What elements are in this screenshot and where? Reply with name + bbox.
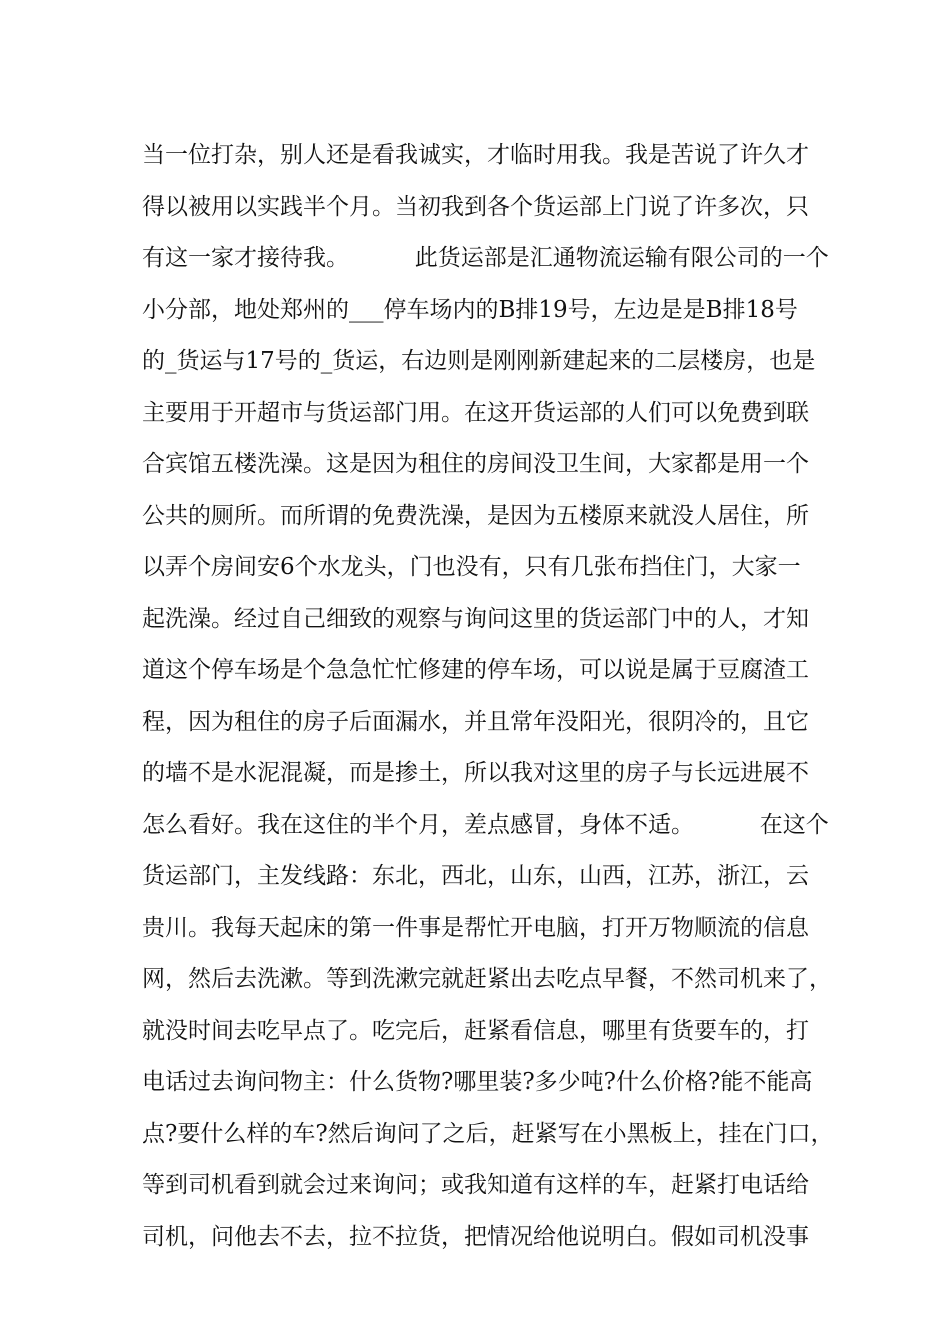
text-line: 的墙不是水泥混凝，而是掺土，所以我对这里的房子与长远进展不 [142,760,809,786]
text-line: 等到司机看到就会过来询问；或我知道有这样的车，赶紧打电话给 [142,1172,809,1198]
text-line: 程，因为租住的房子后面漏水，并且常年没阳光，很阴冷的，且它 [142,708,809,735]
text-line: 司机，问他去不去，拉不拉货，把情况给他说明白。假如司机没事 [142,1223,809,1250]
text-line: 主要用于开超市与货运部门用。在这开货运部的人们可以免费到联 [142,399,809,426]
text-line: 小分部，地处郑州的___停车场内的B排19号，左边是是B排18号 [142,296,798,323]
text-line: 网，然后去洗漱。等到洗漱完就赶紧出去吃点早餐，不然司机来了， [142,966,832,992]
text-line: 公共的厕所。而所谓的免费洗澡，是因为五楼原来就没人居住，所 [142,502,809,529]
text-line: 怎么看好。我在这住的半个月，差点感冒，身体不适。 在这个 [142,811,829,838]
text-line: 道这个停车场是个急急忙忙修建的停车场，可以说是属于豆腐渣工 [142,657,809,683]
text-line: 当一位打杂，别人还是看我诚实，才临时用我。我是苦说了许久才 [142,142,809,168]
text-line: 起洗澡。经过自己细致的观察与询问这里的货运部门中的人，才知 [142,605,809,632]
text-line: 以弄个房间安6个水龙头，门也没有，只有几张布挡住门，大家一 [142,554,801,580]
text-line: 货运部门，主发线路：东北，西北，山东，山西，江苏，浙江，云 [142,863,809,889]
text-line: 得以被用以实践半个月。当初我到各个货运部上门说了许多次，只 [142,193,809,220]
body-text [142,130,832,1263]
text-line: 电话过去询问物主：什么货物?哪里装?多少吨?什么价格?能不能高 [142,1069,813,1095]
text-line: 就没时间去吃早点了。吃完后，赶紧看信息，哪里有货要车的，打 [142,1017,809,1044]
text-line: 贵川。我每天起床的第一件事是帮忙开电脑，打开万物顺流的信息 [142,914,809,941]
text-line: 的_货运与17号的_货运，右边则是刚刚新建起来的二层楼房，也是 [142,348,816,374]
text-line: 有这一家才接待我。 此货运部是汇通物流运输有限公司的一个 [142,245,829,271]
text-line: 点?要什么样的车?然后询问了之后，赶紧写在小黑板上，挂在门口， [142,1120,834,1147]
text-line: 合宾馆五楼洗澡。这是因为租住的房间没卫生间，大家都是用一个 [142,451,809,477]
